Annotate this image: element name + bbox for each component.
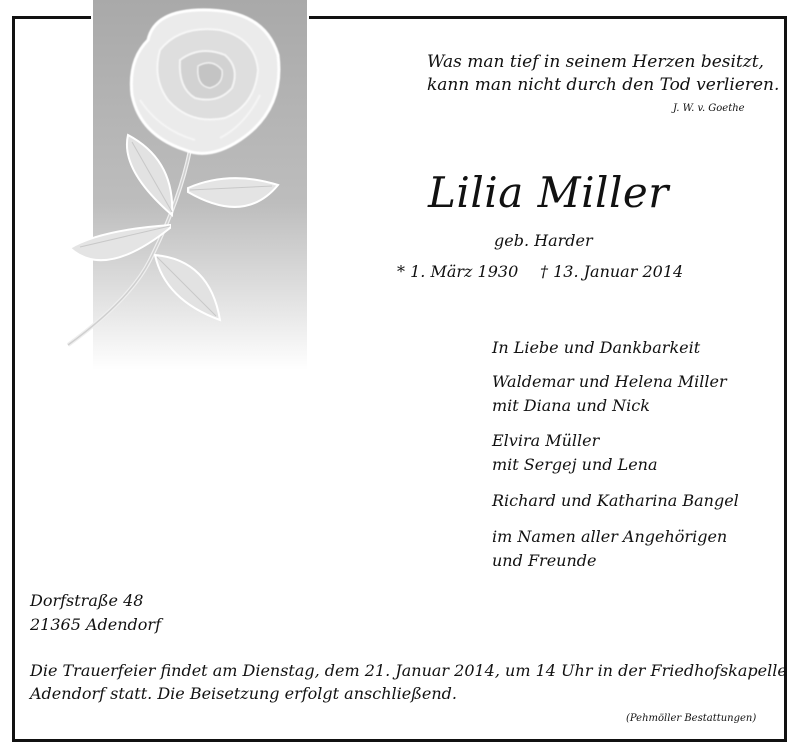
mourner-line: mit Diana und Nick [492, 396, 650, 415]
leaf-middle [127, 135, 172, 215]
frame-right [784, 16, 787, 742]
service-line-2: Adendorf statt. Die Beisetzung erfolgt anschließend. [30, 684, 457, 703]
mourner-line: und Freunde [492, 551, 597, 570]
service-line-1: Die Trauerfeier findet am Dienstag, dem 21. Januar 2014, um 14 Uhr in der Friedhofskapelle [30, 661, 787, 680]
mourner-line: Waldemar und Helena Miller [492, 372, 727, 391]
maiden-name: geb. Harder [494, 231, 593, 250]
mourner-line: mit Sergej und Lena [492, 455, 658, 474]
quote-line-1: Was man tief in seinem Herzen besitzt, [427, 52, 764, 72]
mourner-line: im Namen aller Angehörigen [492, 527, 728, 546]
rose-illustration [60, 0, 300, 350]
frame-bottom [12, 739, 787, 742]
frame-top-right [309, 16, 787, 19]
leaf-right [188, 178, 278, 207]
undertaker: (Pehmöller Bestattungen) [626, 713, 757, 724]
mourner-line: Richard und Katharina Bangel [492, 491, 739, 510]
mourners-intro: In Liebe und Dankbarkeit [492, 338, 701, 357]
death-date: † 13. Januar 2014 [540, 262, 684, 281]
quote-line-2: kann man nicht durch den Tod verlieren. [427, 75, 780, 95]
rose-bloom [131, 10, 279, 153]
quote-author: J. W. v. Goethe [673, 103, 745, 114]
deceased-name: Lilia Miller [428, 168, 669, 217]
mourner-line: Elvira Müller [492, 431, 600, 450]
frame-left [12, 16, 15, 742]
address-street: Dorfstraße 48 [30, 591, 144, 610]
address-city: 21365 Adendorf [30, 615, 161, 634]
birth-date: * 1. März 1930 [397, 262, 519, 281]
